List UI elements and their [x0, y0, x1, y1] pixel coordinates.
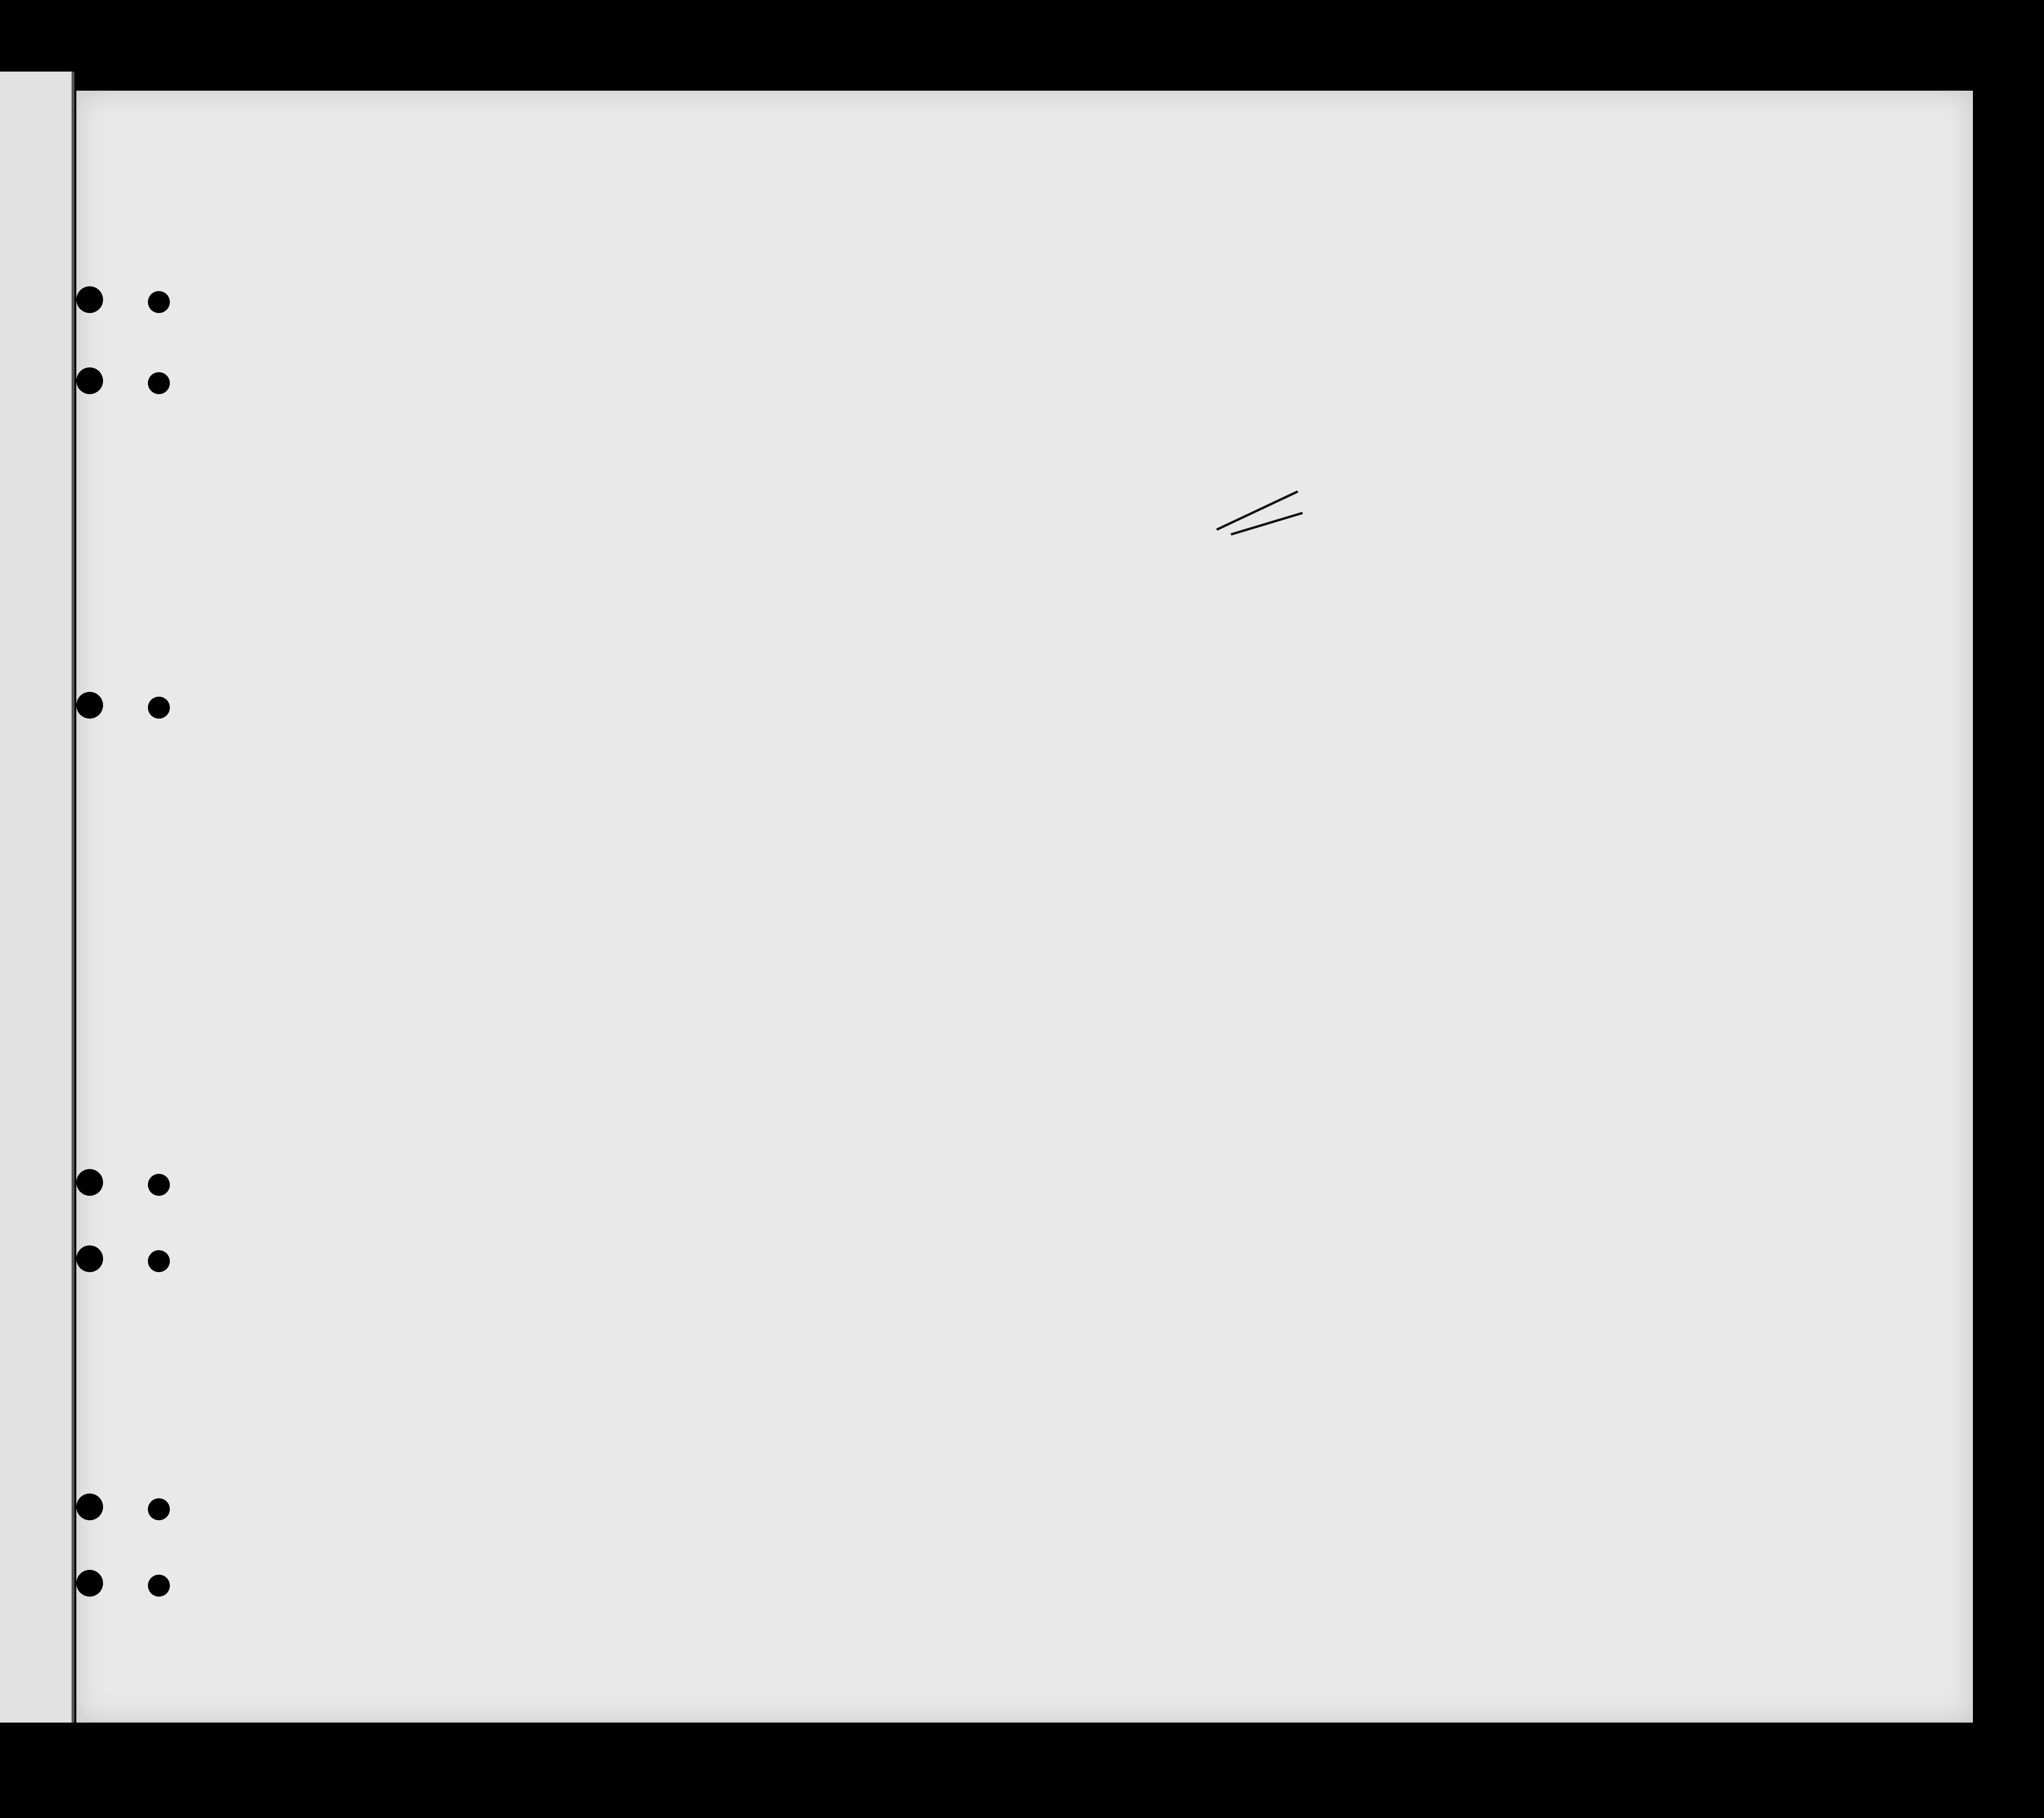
col30-header [1493, 363, 1509, 487]
col19-header [637, 355, 667, 484]
punch-hole [148, 291, 170, 313]
punch-hole [148, 1250, 170, 1272]
col27-header [1377, 363, 1391, 487]
punch-hole [76, 1245, 103, 1272]
col28-header [1400, 363, 1453, 487]
col25-header [1310, 363, 1340, 487]
col26-header [1350, 363, 1365, 487]
col24-stay [1231, 382, 1254, 487]
punch-hole [76, 1570, 103, 1597]
punch-hole [148, 1174, 170, 1196]
col24-citizen [1257, 382, 1280, 487]
punch-hole [148, 372, 170, 394]
punch-hole [76, 1169, 103, 1196]
punch-hole [76, 367, 103, 394]
col21-header [753, 355, 780, 484]
punch-hole [76, 1494, 103, 1520]
check-mark-icon [1212, 487, 1307, 544]
col34-inches [1682, 439, 1701, 477]
punch-hole [148, 697, 170, 719]
punch-hole [76, 692, 103, 719]
punch-hole [76, 286, 103, 313]
col34-feet [1659, 439, 1679, 477]
col29-header [1450, 363, 1489, 487]
punch-hole [148, 1575, 170, 1597]
punch-hole [148, 1498, 170, 1520]
col24-return [1205, 382, 1228, 487]
col31-header [1517, 363, 1536, 487]
